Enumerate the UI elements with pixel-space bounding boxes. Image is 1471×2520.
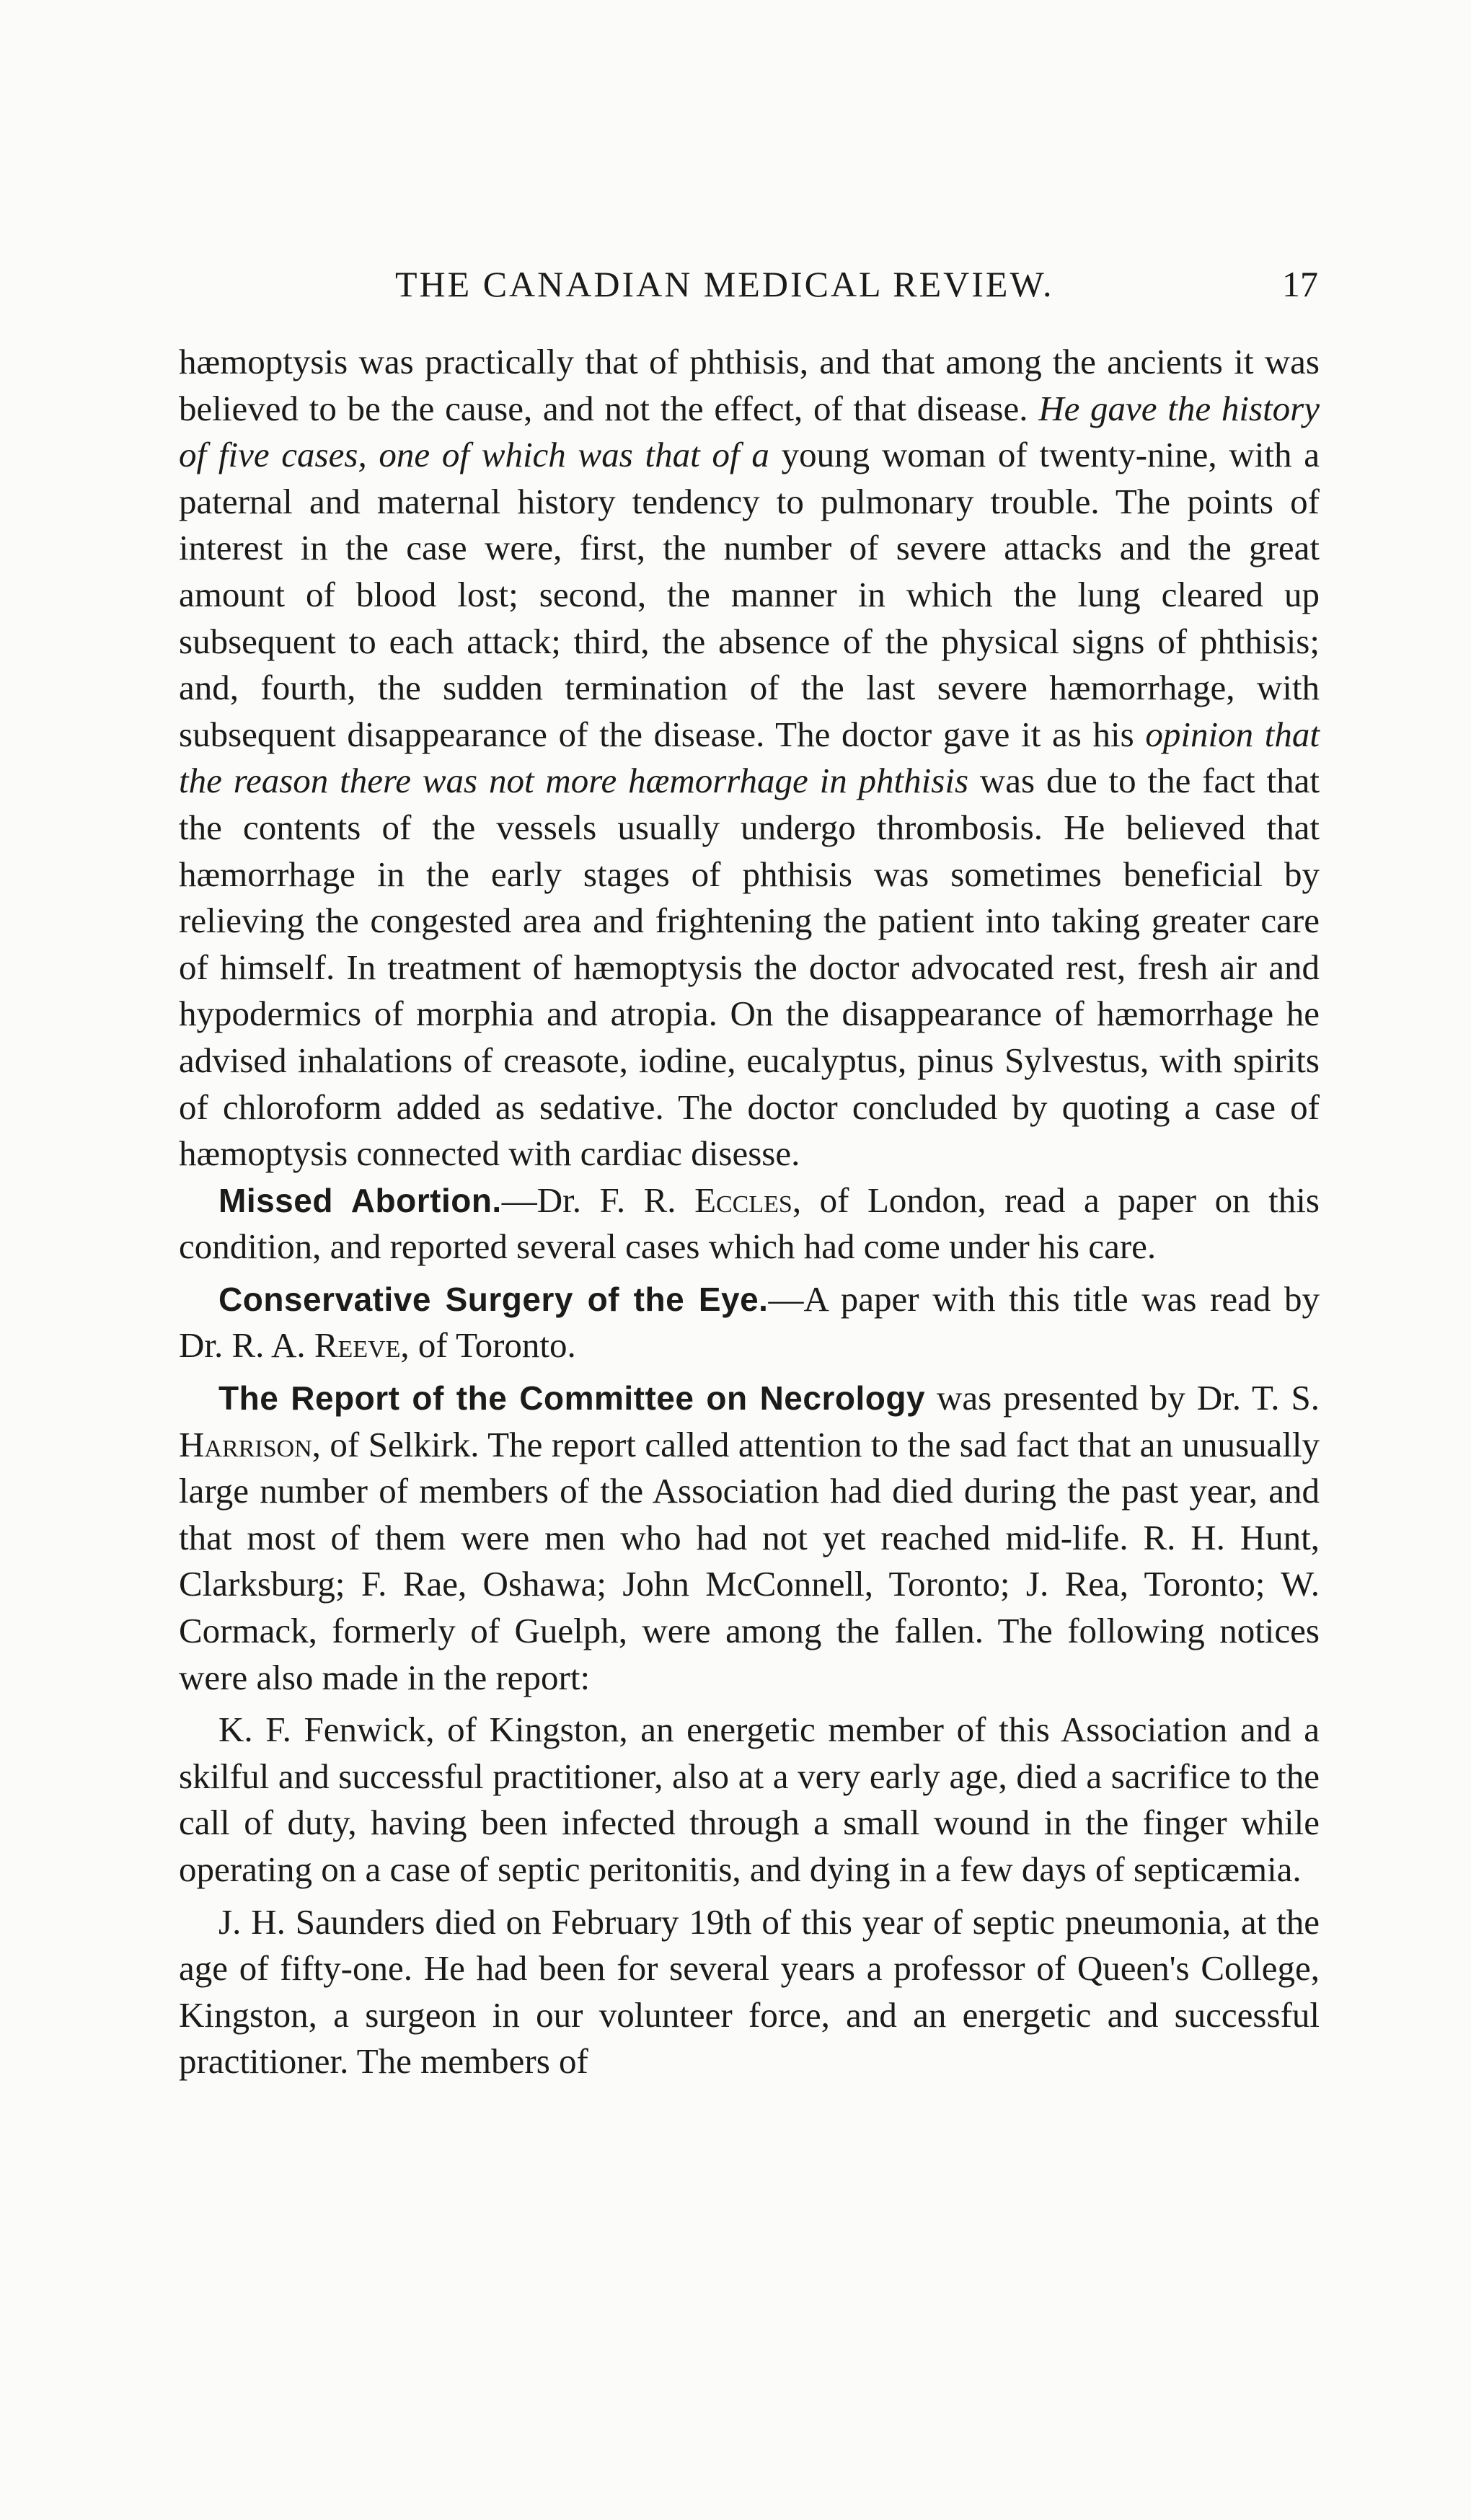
p4-text: , of Selkirk. The report called attention to the sad fact that an unusually large number of members of the Association had died during the past year, and that most of them were men who had not yet reached mid-life. R. H. Hunt, Clarksburg; F. Rae, Oshawa; John McConnell, Toronto; J. Rea, Toronto; W. Cormack, formerly of Guelph, were among the fallen. The following notices were also made in the report: — [179, 1424, 1320, 1697]
author-reeve: Reeve — [314, 1325, 401, 1366]
running-title: THE CANADIAN MEDICAL REVIEW. — [395, 264, 1054, 304]
paragraph-missed-abortion — [179, 1177, 1320, 1270]
paragraph-conservative-surgery — [179, 1276, 1320, 1369]
p1-sentence-3: young woman of twenty-nine, with a paternal and maternal history tendency to pulmonary trouble. The points of interest in the case were, first, the number of severe attacks and the great amount of blood lost; second, the manner in which the lung cleared up subsequent to each attack; third, the absence of the physical signs of phthisis; and, fourth, the sudden termination of the last severe hæmorrhage, with subsequent disappearance of the disease. The doctor gave it as his — [179, 435, 1320, 754]
p2-text: , of London, read a paper on this condition, and reported several cases which had come under his care. — [179, 1180, 1320, 1267]
p4-pre: was presented by Dr. T. S. — [925, 1378, 1320, 1418]
p2-pre: —Dr. F. R. — [501, 1180, 695, 1220]
p1-sentence-1: hæmoptysis was practically that of phthisis, and that among the ancients it was believed to be the cause, and not the effect, of that disease. — [179, 342, 1320, 428]
paragraph-fenwick: K. F. Fenwick, of Kingston, an energetic member of this Association and a skilful and successful practitioner, also at a very early age, died a sacrifice to the call of duty, having been infected through a small wound in the finger while operating on a case of septic peritonitis, and dying in a few days of septicæmia. — [179, 1710, 1320, 1889]
p1-italic-1: He gave the history of five cases, one of which was that of a — [179, 388, 1320, 475]
section-heading-missed-abortion: Missed Abortion. — [218, 1181, 502, 1219]
paragraph-necrology — [179, 1375, 1320, 1701]
p3-text: , of Toronto. — [400, 1325, 576, 1366]
page-header — [179, 263, 1318, 306]
page-number: 17 — [1282, 264, 1318, 304]
article-body — [179, 339, 1320, 2085]
p1-italic-2: opinion that the reason there was not more hæmorrhage in phthisis — [179, 714, 1320, 801]
paragraph-saunders: J. H. Saunders died on February 19th of this year of septic pneumonia, at the age of fifty-one. He had been for several years a professor of Queen's College, Kingston, a surgeon in our volunteer force, and an energetic and successful practitioner. The members of — [179, 1901, 1320, 2082]
section-heading-conservative-surgery: Conservative Surgery of the Eye. — [218, 1280, 769, 1318]
author-harrison: Harrison — [179, 1424, 312, 1464]
section-heading-necrology: The Report of the Committee on Necrology — [218, 1379, 926, 1418]
author-eccles: Eccles — [694, 1180, 792, 1220]
paragraph-haemoptysis — [179, 339, 1320, 1177]
p1-sentence-5: was due to the fact that the contents of the vessels usually undergo thrombosis. He believed that hæmorrhage in the early stages of phthisis was sometimes beneficial by relieving the congested area and frightening the patient into taking greater care of himself. In treatment of hæmoptysis the doctor advocated rest, fresh air and hypodermics of morphia and atropia. On the disappearance of hæmorrhage he advised inhalations of creasote, iodine, eucalyptus, pinus Sylvestus, with spirits of chloroform added as sedative. The doctor concluded by quoting a case of hæmoptysis connected with cardiac disesse. — [179, 761, 1320, 1174]
p3-pre: —A paper with this title was read by Dr. R. A. — [179, 1278, 1320, 1366]
